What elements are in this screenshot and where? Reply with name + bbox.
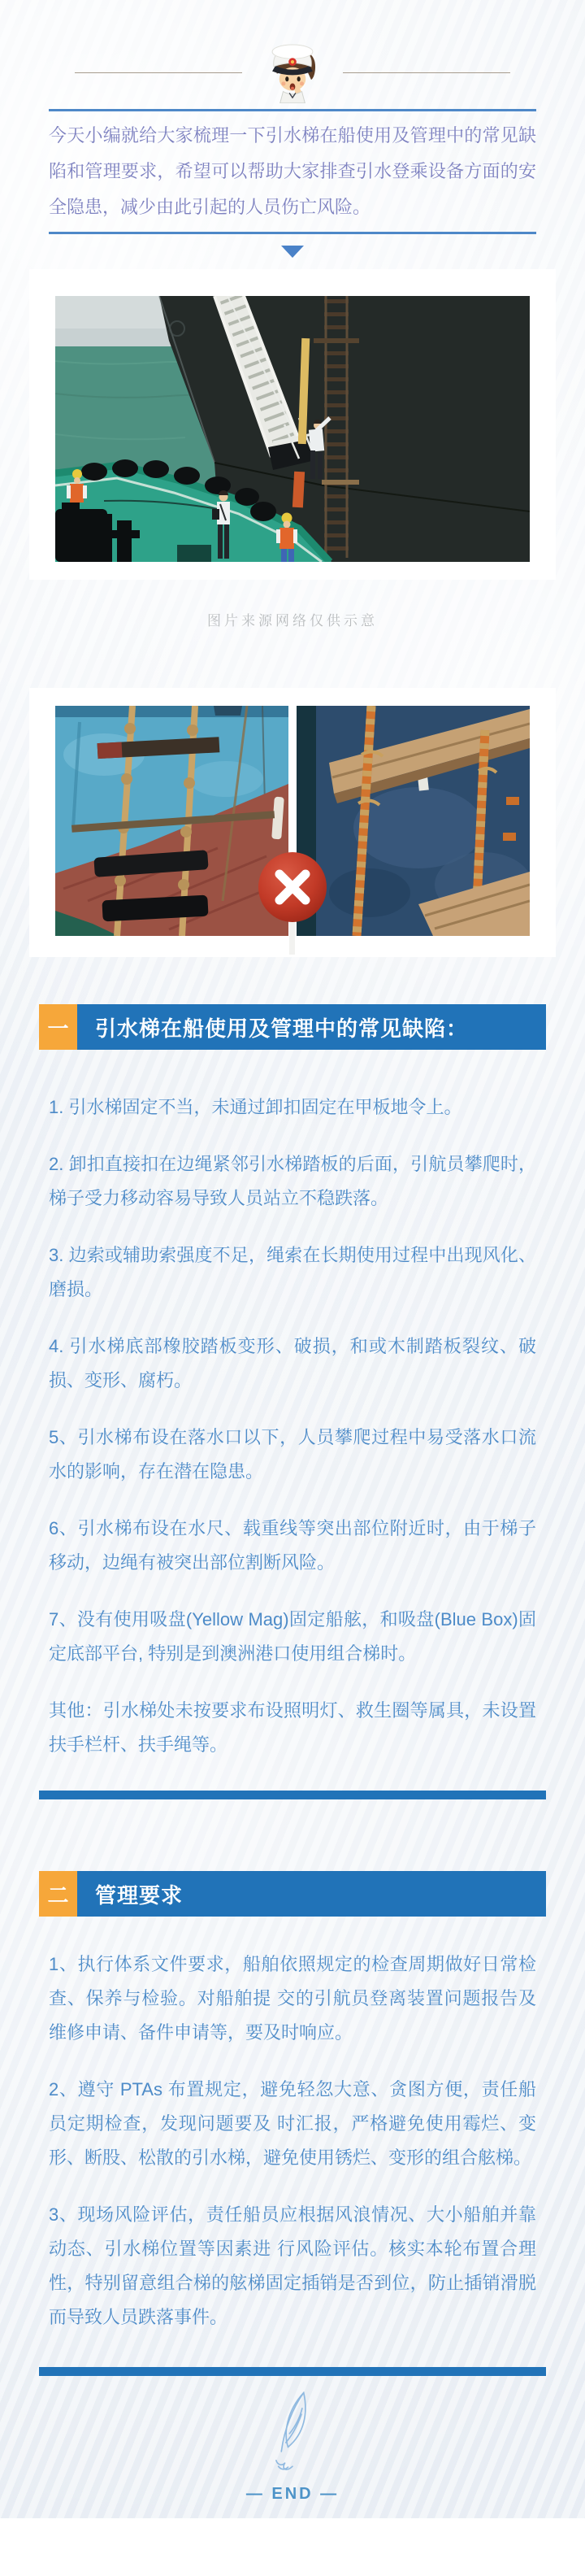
- list-item: 7、没有使用吸盘(Yellow Mag)固定船舷，和吸盘(Blue Box)固定底部平台, 特别是到澳洲港口使用组合梯时。: [49, 1609, 536, 1664]
- defective-ladder-photo-left: [55, 706, 288, 936]
- article-footer: [0, 2389, 585, 2576]
- list-item: 2. 卸扣直接扣在边绳紧邻引水梯踏板的后面，引航员攀爬时，梯子受力移动容易导致人员站立不稳跌落。: [49, 1154, 536, 1208]
- photo-card-boarding[interactable]: [29, 269, 556, 580]
- list-item: 2、遵守 PTAs 布置规定，避免轻忽大意、贪图方便，责任船员定期检查，发现问题要及 时汇报，严格避免使用霉烂、变形、断股、松散的引水梯，避免使用锈烂、变形的组合舷梯。: [49, 2079, 536, 2168]
- photo-card-defects[interactable]: [29, 688, 556, 957]
- x-mark-icon: [256, 852, 329, 955]
- masthead-left-rule: [75, 72, 242, 73]
- section-index-badge: 一: [39, 1004, 77, 1050]
- captain-avatar-icon: [255, 42, 330, 103]
- section-index-badge: 二: [39, 1871, 77, 1917]
- bottom-spacer: [0, 2518, 585, 2576]
- feather-icon: [266, 2389, 319, 2477]
- orange-pennant: [292, 472, 305, 508]
- list-item: 5、引水梯布设在落水口以下，人员攀爬过程中易受落水口流水的影响，存在潜在隐患。: [49, 1427, 536, 1482]
- list-item: 3. 边索或辅助索强度不足，绳索在长期使用过程中出现风化、磨损。: [49, 1245, 536, 1299]
- section-header-management: [39, 1871, 546, 1917]
- footer-divider: [39, 2367, 546, 2376]
- management-list: [49, 1947, 536, 2334]
- masthead: [75, 0, 510, 104]
- list-item: 3、现场风险评估，责任船员应根据风浪情况、大小船舶并靠动态、引水梯位置等因素进 行风险评估。核实本轮布置合理性，特别留意组合梯的舷梯固定插销是否到位，防止插销滑脱而导致人员跌落事件。: [49, 2204, 536, 2327]
- intro-box: [49, 109, 536, 234]
- list-item: 1、执行体系文件要求，船舶依照规定的检查周期做好日常检查、保养与检验。对船舶提 交的引航员登离装置问题报告及维修申请、备件申请等，要及时响应。: [49, 1954, 536, 2043]
- list-item: 1. 引水梯固定不当，未通过卸扣固定在甲板地令上。: [49, 1097, 462, 1117]
- list-item: 4. 引水梯底部橡胶踏板变形、破损，和或木制踏板裂纹、破损、变形、腐朽。: [49, 1336, 536, 1390]
- defect-list: [49, 1090, 536, 1762]
- down-arrow-icon: [281, 246, 304, 258]
- intro-paragraph: 今天小编就给大家梳理一下引水梯在船使用及管理中的常见缺陷和管理要求，希望可以帮助大家排查引水登乘设备方面的安全隐患，减少由此引起的人员伤亡风险。: [49, 125, 536, 217]
- list-item: 其他：引水梯处未按要求布设照明灯、救生圈等属具，未设置扶手栏杆、扶手绳等。: [49, 1700, 536, 1755]
- section-header-defects: [39, 1004, 546, 1050]
- masthead-right-rule: [343, 72, 510, 73]
- section-divider: [39, 1791, 546, 1799]
- ship-boarding-photo: [55, 296, 530, 562]
- end-label: — END —: [245, 2485, 340, 2503]
- section-title: 引水梯在船使用及管理中的常见缺陷：: [77, 1004, 546, 1050]
- defective-ladder-photo-right: [297, 706, 530, 936]
- image-source-caption: 图片来源网络仅供示意: [207, 613, 378, 629]
- list-item: 6、引水梯布设在水尺、载重线等突出部位附近时，由于梯子移动，边绳有被突出部位割断风险。: [49, 1518, 536, 1573]
- section-title: 管理要求: [77, 1871, 546, 1917]
